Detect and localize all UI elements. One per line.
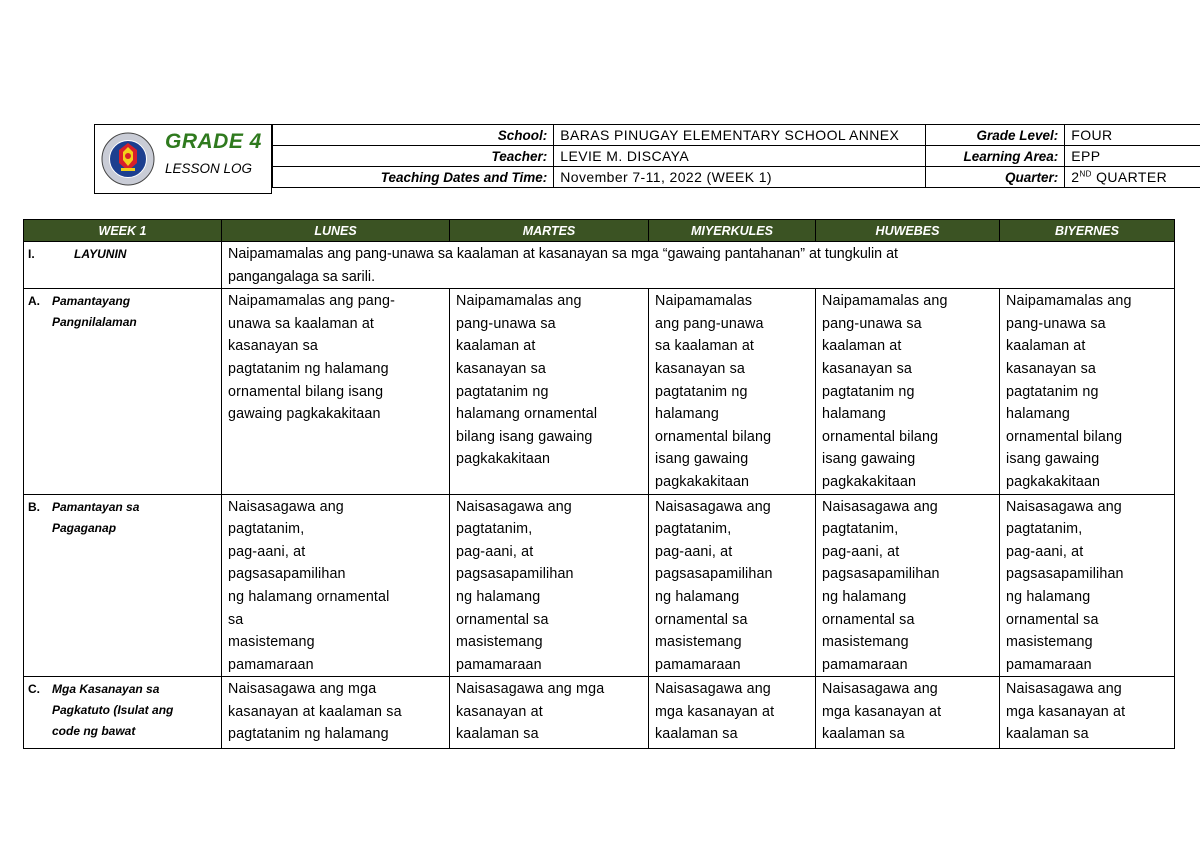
cell-line: Naipamamalas ang [456, 293, 582, 310]
row-c [24, 677, 1175, 749]
row-title [52, 291, 212, 333]
row-number: C. [28, 682, 40, 697]
cell-line: mga kasanayan at [1006, 703, 1126, 720]
cell-line: masistemang [456, 634, 543, 651]
cell-line: unawa sa kaalaman at [228, 315, 375, 332]
teaching-dates-label: Teaching Dates and Time: [273, 167, 554, 188]
cell-line: pamamaraan [1006, 656, 1092, 673]
cell-line: pagkakakitaan [655, 473, 750, 490]
school-value: BARAS PINUGAY ELEMENTARY SCHOOL ANNEX [554, 125, 926, 146]
objective-label [24, 242, 222, 289]
row-label-a [24, 289, 222, 494]
cell-line: pag-aani, at [655, 543, 733, 560]
cell-line: Naisasagawa ang [1006, 498, 1122, 515]
cell-line: ang pang-unawa [655, 315, 764, 332]
row-number: B. [28, 499, 40, 514]
row-title-line: Pamantayan sa [52, 499, 140, 514]
cell-line: pagtatanim ng halamang [228, 360, 389, 377]
cell-line: pagkakakitaan [822, 473, 917, 490]
cell-line: halamang [1006, 406, 1070, 423]
cell-line: isang gawaing [822, 451, 916, 468]
cell-line: pagtatanim, [228, 521, 305, 538]
cell-line: Naisasagawa ang [456, 498, 572, 515]
quarter-label: Quarter: [926, 167, 1065, 188]
grade-title: GRADE 4 [165, 130, 262, 153]
cell-line: pag-aani, at [822, 543, 900, 560]
cell-line: halamang [655, 406, 719, 423]
cell-line: Naisasagawa ang [822, 498, 938, 515]
cell-line: pagkakakitaan [1006, 473, 1101, 490]
cell-line: isang gawaing [1006, 451, 1100, 468]
row-title [52, 497, 212, 539]
cell-line: kaalaman at [456, 338, 536, 355]
cell-line: pagtatanim ng halamang [228, 726, 389, 743]
header-info-table [272, 124, 1200, 188]
cell-line: ng halamang [1006, 588, 1091, 605]
cell-line: Naipamamalas ang [822, 293, 948, 310]
cell-line: Naipamamalas ang [1006, 293, 1132, 310]
objective-line: Naipamamalas ang pang-unawa sa kaalaman at kasanayan sa mga “gawaing pantahanan” at tungkulin at [228, 246, 899, 262]
cell-line: masistemang [822, 634, 909, 651]
cell-line: Naisasagawa ang [655, 681, 771, 698]
quarter-number: 2 [1071, 169, 1080, 185]
cell-c-lunes [222, 677, 450, 749]
learning-area-value: EPP [1065, 146, 1200, 167]
cell-line: pagtatanim ng [822, 383, 915, 400]
cell-line: pagsasapamilihan [822, 566, 940, 583]
col-header-lunes: LUNES [222, 220, 450, 242]
cell-line: pagtatanim ng [655, 383, 748, 400]
row-label-c [24, 677, 222, 749]
col-header-miyerkules: MIYERKULES [649, 220, 816, 242]
cell-line: ng halamang ornamental [228, 588, 390, 605]
row-title-line: Pamantayang [52, 294, 131, 309]
cell-c-huwebes [816, 677, 1000, 749]
learning-area-label: Learning Area: [926, 146, 1065, 167]
cell-line: ornamental sa [822, 611, 915, 628]
lesson-plan-table [23, 219, 1175, 749]
cell-line: pamamaraan [456, 656, 542, 673]
cell-line: pang-unawa sa [822, 315, 922, 332]
objective-line: pangangalaga sa sarili. [228, 268, 376, 285]
cell-line: mga kasanayan at [822, 703, 942, 720]
cell-line: pang-unawa sa [456, 315, 556, 332]
cell-b-miyerkules [649, 494, 816, 677]
cell-b-huwebes [816, 494, 1000, 677]
cell-line: pag-aani, at [1006, 543, 1084, 560]
cell-line: Naipamamalas [655, 293, 753, 310]
school-label: School: [273, 125, 554, 146]
cell-line: pagkakakitaan [456, 451, 551, 468]
cell-line: mga kasanayan at [655, 703, 775, 720]
cell-line: pagsasapamilihan [655, 566, 773, 583]
objective-row [24, 242, 1175, 289]
cell-line: pamamaraan [822, 656, 908, 673]
table-header-row [24, 220, 1175, 242]
cell-line: pagtatanim, [456, 521, 533, 538]
cell-line: masistemang [655, 634, 742, 651]
cell-line: ornamental sa [655, 611, 748, 628]
cell-line: ornamental bilang isang [228, 383, 384, 400]
cell-line: pagtatanim, [655, 521, 732, 538]
cell-line: kasanayan at [456, 703, 543, 720]
teaching-dates-value: November 7-11, 2022 (WEEK 1) [554, 167, 926, 188]
cell-line: kasanayan sa [456, 360, 547, 377]
teacher-value: LEVIE M. DISCAYA [554, 146, 926, 167]
cell-line: gawaing pagkakakitaan [228, 406, 381, 423]
cell-line: ornamental bilang [1006, 428, 1123, 445]
cell-c-martes [450, 677, 649, 749]
cell-a-biyernes [1000, 289, 1175, 494]
cell-line: masistemang [1006, 634, 1093, 651]
cell-line: ornamental sa [456, 611, 549, 628]
cell-line: pagtatanim, [1006, 521, 1083, 538]
col-header-huwebes: HUWEBES [816, 220, 1000, 242]
cell-a-miyerkules [649, 289, 816, 494]
cell-line: Naisasagawa ang [228, 498, 344, 515]
teacher-label: Teacher: [273, 146, 554, 167]
row-number: A. [28, 294, 40, 309]
row-b [24, 494, 1175, 677]
cell-line: kasanayan sa [1006, 360, 1097, 377]
row-title-line: Pangnilalaman [52, 315, 137, 330]
cell-line: pagsasapamilihan [1006, 566, 1124, 583]
cell-line: kaalaman sa [822, 726, 905, 743]
objective-number: I. [28, 247, 35, 261]
col-header-martes: MARTES [450, 220, 649, 242]
cell-line: pang-unawa sa [1006, 315, 1106, 332]
title-box [94, 124, 272, 194]
cell-a-huwebes [816, 289, 1000, 494]
cell-line: Naipamamalas ang pang- [228, 293, 396, 310]
row-title [52, 679, 212, 742]
row-label-b [24, 494, 222, 677]
cell-c-biyernes [1000, 677, 1175, 749]
objective-title: LAYUNIN [74, 247, 127, 261]
cell-line: ornamental sa [1006, 611, 1099, 628]
cell-line: halamang ornamental [456, 406, 598, 423]
cell-b-biyernes [1000, 494, 1175, 677]
col-header-biyernes: BIYERNES [1000, 220, 1175, 242]
row-title-line: code ng bawat [52, 724, 136, 739]
cell-line: ornamental bilang [822, 428, 939, 445]
cell-line: pag-aani, at [456, 543, 534, 560]
row-title-line: Mga Kasanayan sa [52, 682, 160, 697]
cell-line: Naisasagawa ang [822, 681, 938, 698]
cell-c-miyerkules [649, 677, 816, 749]
cell-line: kaalaman at [1006, 338, 1086, 355]
cell-line: kaalaman sa [1006, 726, 1089, 743]
cell-line: Naisasagawa ang mga [228, 681, 377, 698]
cell-b-lunes [222, 494, 450, 677]
cell-line: sa [228, 611, 244, 628]
cell-line: kaalaman sa [456, 726, 539, 743]
cell-b-martes [450, 494, 649, 677]
dates-row [273, 167, 1200, 188]
deped-seal-icon [101, 132, 155, 186]
cell-line: Naisasagawa ang [655, 498, 771, 515]
cell-line: ng halamang [822, 588, 907, 605]
cell-line: kaalaman sa [655, 726, 738, 743]
cell-line: isang gawaing [655, 451, 749, 468]
lesson-log-header [94, 124, 1200, 194]
cell-line: kasanayan at kaalaman sa [228, 703, 402, 720]
school-row [273, 125, 1200, 146]
cell-line: kaalaman at [822, 338, 902, 355]
cell-a-lunes [222, 289, 450, 494]
cell-line: masistemang [228, 634, 315, 651]
cell-line: pagtatanim, [822, 521, 899, 538]
cell-line: ornamental bilang [655, 428, 772, 445]
cell-line: kasanayan sa [655, 360, 746, 377]
cell-line: pagsasapamilihan [228, 566, 346, 583]
col-header-week: WEEK 1 [24, 220, 222, 242]
cell-line: pagsasapamilihan [456, 566, 574, 583]
grade-level-label: Grade Level: [926, 125, 1065, 146]
cell-line: Naisasagawa ang [1006, 681, 1122, 698]
teacher-row [273, 146, 1200, 167]
cell-line: pagtatanim ng [456, 383, 549, 400]
quarter-text: QUARTER [1091, 169, 1168, 185]
cell-line: ng halamang [655, 588, 740, 605]
cell-line: kasanayan sa [228, 338, 319, 355]
row-title-line: Pagaganap [52, 520, 117, 535]
cell-line: bilang isang gawaing [456, 428, 593, 445]
cell-line: pamamaraan [655, 656, 741, 673]
cell-line: pamamaraan [228, 656, 314, 673]
quarter-suffix: ND [1079, 169, 1092, 179]
cell-line: Naisasagawa ang mga [456, 681, 605, 698]
cell-line: pag-aani, at [228, 543, 306, 560]
cell-line: pagtatanim ng [1006, 383, 1099, 400]
objective-text [222, 242, 1175, 289]
cell-line: halamang [822, 406, 886, 423]
cell-line: sa kaalaman at [655, 338, 755, 355]
lesson-log-subtitle: LESSON LOG [165, 161, 253, 176]
grade-level-value: FOUR [1065, 125, 1200, 146]
cell-line: kasanayan sa [822, 360, 913, 377]
row-a [24, 289, 1175, 494]
row-title-line: Pagkatuto (Isulat ang [52, 703, 174, 718]
cell-a-martes [450, 289, 649, 494]
cell-line: ng halamang [456, 588, 541, 605]
quarter-value [1065, 167, 1200, 188]
